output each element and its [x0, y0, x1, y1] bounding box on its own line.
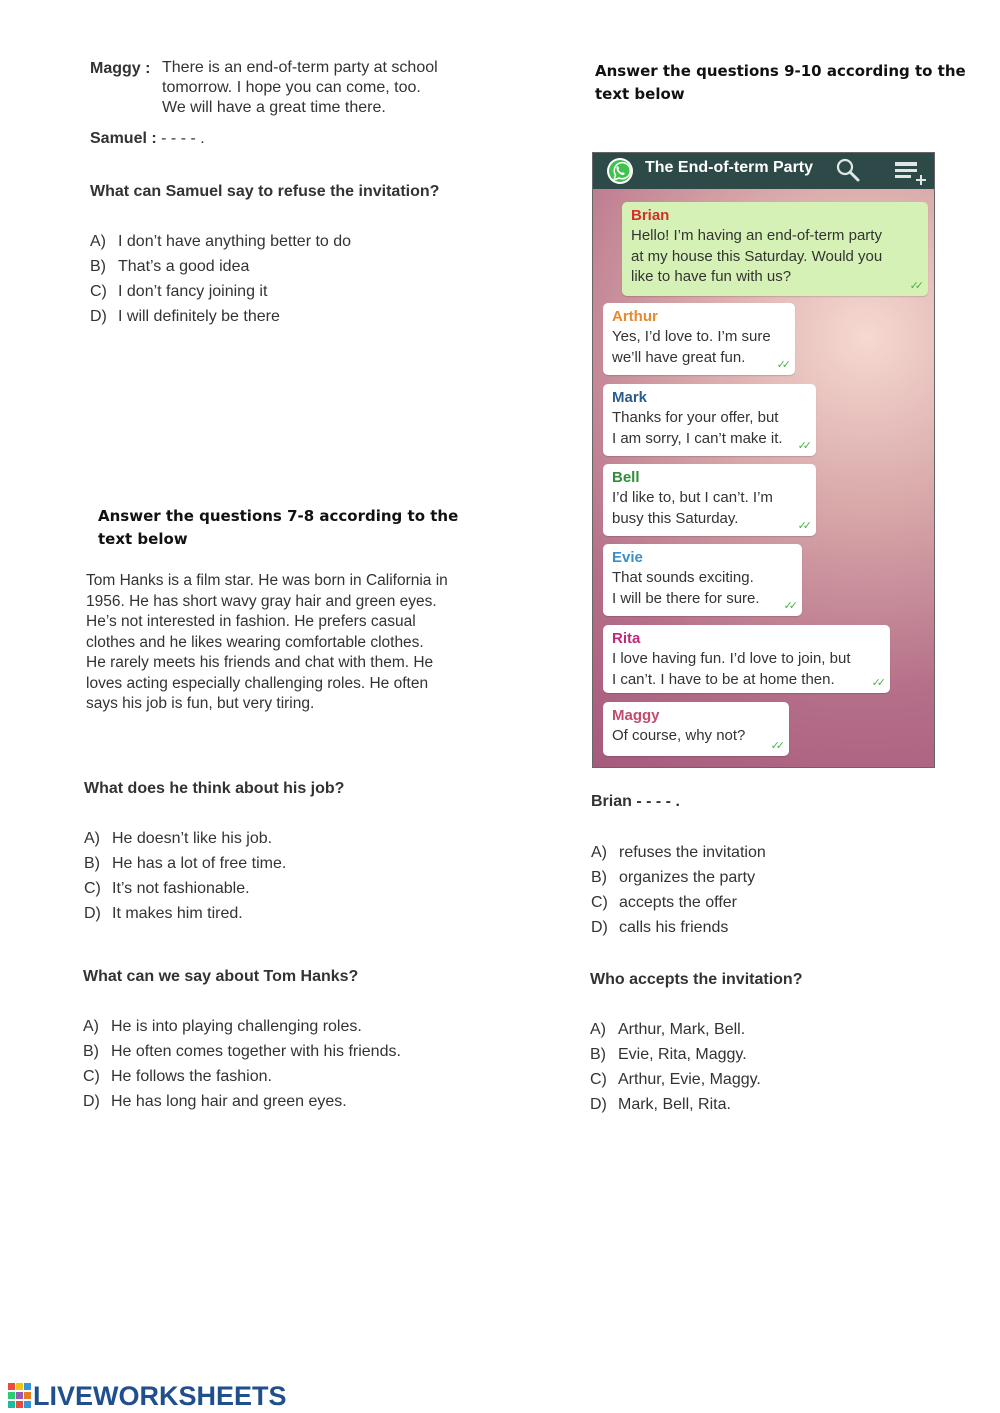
option[interactable]: C) It’s not fashionable.: [84, 880, 250, 897]
passage-line: 1956. He has short wavy gray hair and green eyes.: [86, 592, 437, 610]
passage-line: says his job is fun, but very tiring.: [86, 695, 315, 712]
option[interactable]: D) calls his friends: [591, 919, 729, 936]
dialogue-line: There is an end-of-term party at school: [162, 59, 438, 76]
options-list: [83, 1017, 401, 1117]
maggy-dialogue: [162, 58, 438, 118]
passage-line: clothes and he likes wearing comfortable clothes.: [86, 633, 424, 651]
passage-line: loves acting especially challenging roles. He often: [86, 674, 429, 692]
sender-name: Arthur: [612, 308, 658, 325]
option[interactable]: C) He follows the fashion.: [83, 1068, 272, 1085]
option[interactable]: B) organizes the party: [591, 869, 756, 886]
sender-name: Evie: [612, 549, 643, 566]
reading-passage: [86, 571, 468, 715]
read-receipt-icon: ✓✓: [770, 740, 781, 752]
option[interactable]: B) He often comes together with his friends.: [83, 1043, 401, 1060]
option[interactable]: A) He is into playing challenging roles.: [83, 1018, 362, 1035]
chat-screenshot: [592, 152, 935, 768]
dialogue-line: We will have a great time there.: [162, 99, 386, 116]
chat-message-rita: Rita I love having fun. I’d love to join, but I can’t. I have to be at home then. ✓✓: [603, 625, 890, 693]
section-heading-9-10: Answer the questions 9-10 according to the text below: [595, 62, 966, 103]
new-message-icon[interactable]: [893, 158, 929, 186]
option[interactable]: C) I don’t fancy joining it: [90, 283, 268, 300]
section-heading-7-8: Answer the questions 7-8 according to the text below: [98, 507, 459, 548]
speaker-samuel: [90, 130, 205, 148]
option[interactable]: A) I don’t have anything better to do: [90, 233, 352, 250]
option[interactable]: B) Evie, Rita, Maggy.: [590, 1046, 747, 1063]
option[interactable]: A) refuses the invitation: [591, 844, 766, 861]
question-title: What can Samuel say to refuse the invitation?: [90, 183, 440, 200]
options-list: [84, 829, 286, 929]
option[interactable]: C) Arthur, Evie, Maggy.: [590, 1071, 761, 1088]
chat-title: The End-of-term Party: [645, 159, 814, 176]
options-list: [591, 843, 766, 943]
whatsapp-icon: [605, 156, 635, 186]
chat-message-mark: Mark Thanks for your offer, but I am sorry, I can’t make it. ✓✓: [603, 384, 816, 456]
answer-blank: - - - - .: [161, 130, 205, 147]
option[interactable]: B) He has a lot of free time.: [84, 855, 287, 872]
search-icon[interactable]: [835, 157, 861, 183]
chat-header: [593, 153, 934, 189]
read-receipt-icon: ✓✓: [909, 280, 920, 292]
sender-name: Brian: [631, 207, 670, 224]
passage-line: Tom Hanks is a film star. He was born in California in: [86, 572, 448, 589]
read-receipt-icon: ✓✓: [776, 359, 787, 371]
read-receipt-icon: ✓✓: [797, 440, 808, 452]
read-receipt-icon: ✓✓: [797, 520, 808, 532]
option[interactable]: D) It makes him tired.: [84, 905, 243, 922]
options-list: [90, 232, 351, 332]
option[interactable]: D) I will definitely be there: [90, 308, 280, 325]
question-title: What can we say about Tom Hanks?: [83, 968, 359, 985]
speaker-maggy: Maggy :: [90, 60, 151, 77]
sender-name: Bell: [612, 469, 640, 486]
sender-name: Maggy: [612, 707, 660, 724]
option[interactable]: B) That’s a good idea: [90, 258, 250, 275]
options-list: [590, 1020, 761, 1120]
passage-line: He rarely meets his friends and chat with them. He: [86, 654, 434, 671]
logo-blocks-icon: [8, 1383, 32, 1409]
option[interactable]: D) Mark, Bell, Rita.: [590, 1096, 731, 1113]
option[interactable]: C) accepts the offer: [591, 894, 737, 911]
sender-name: Mark: [612, 389, 648, 406]
read-receipt-icon: ✓✓: [783, 600, 794, 612]
option[interactable]: D) He has long hair and green eyes.: [83, 1093, 347, 1110]
logo-text: LIVEWORKSHEETS: [33, 1381, 287, 1411]
chat-message-brian: Brian Hello! I’m having an end-of-term party at my house this Saturday. Would you like to have fun with us? ✓✓: [622, 202, 928, 296]
dialogue-line: tomorrow. I hope you can come, too.: [162, 79, 421, 96]
samuel-label: Samuel :: [90, 130, 157, 147]
option[interactable]: A) He doesn’t like his job.: [84, 830, 273, 847]
passage-line: He’s not interested in fashion. He prefers casual: [86, 613, 416, 630]
question-title: What does he think about his job?: [84, 780, 345, 797]
chat-message-bell: Bell I’d like to, but I can’t. I’m busy this Saturday. ✓✓: [603, 464, 816, 536]
chat-message-maggy: Maggy Of course, why not? ✓✓: [603, 702, 789, 756]
option[interactable]: A) Arthur, Mark, Bell.: [590, 1021, 746, 1038]
sender-name: Rita: [612, 630, 641, 647]
question-title: Who accepts the invitation?: [590, 971, 803, 988]
read-receipt-icon: ✓✓: [871, 677, 882, 689]
question-title: Brian - - - - .: [591, 793, 680, 810]
chat-message-evie: Evie That sounds exciting. I will be there for sure. ✓✓: [603, 544, 802, 616]
chat-message-arthur: Arthur Yes, I’d love to. I’m sure we’ll have great fun. ✓✓: [603, 303, 795, 375]
